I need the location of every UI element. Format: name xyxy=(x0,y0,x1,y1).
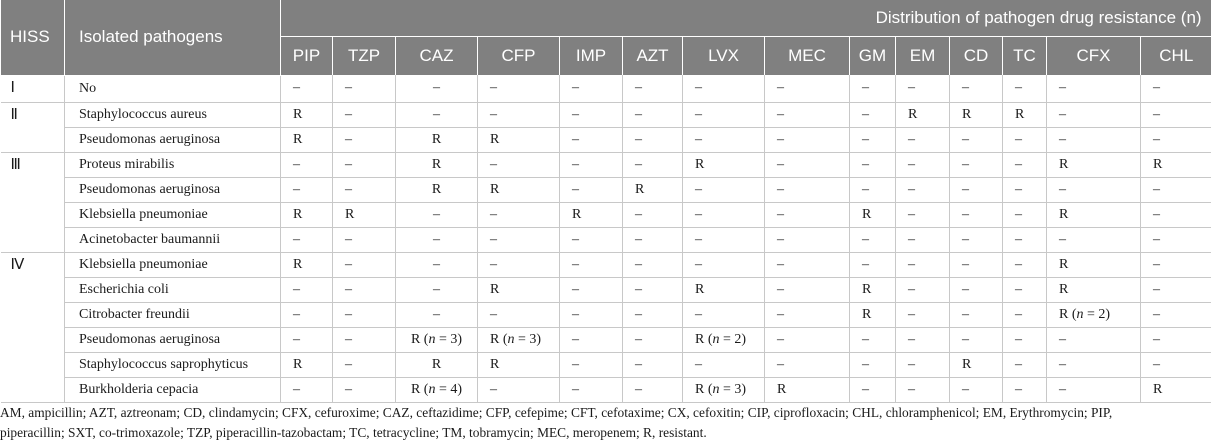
resistance-cell: – xyxy=(560,227,623,252)
resistance-cell: – xyxy=(850,377,896,402)
resistance-cell: – xyxy=(850,227,896,252)
pathogen-cell: Acinetobacter baumannii xyxy=(65,227,281,252)
resistance-cell: R xyxy=(396,177,478,202)
resistance-cell: – xyxy=(1141,227,1211,252)
resistance-cell: R xyxy=(1003,102,1047,127)
resistance-cell: – xyxy=(1003,75,1047,102)
resistance-cell: – xyxy=(396,102,478,127)
resistance-cell: – xyxy=(623,352,683,377)
resistance-cell: – xyxy=(281,302,333,327)
resistance-cell: – xyxy=(560,127,623,152)
distribution-header: Distribution of pathogen drug resistance (n) xyxy=(281,0,1211,37)
resistance-cell: – xyxy=(333,352,396,377)
table-row xyxy=(1,102,1211,127)
resistance-cell: – xyxy=(1047,352,1141,377)
resistance-cell: – xyxy=(765,177,850,202)
resistance-cell: – xyxy=(1141,127,1211,152)
resistance-cell: R xyxy=(281,102,333,127)
resistance-cell: – xyxy=(896,277,950,302)
resistance-cell: – xyxy=(683,127,765,152)
resistance-cell: – xyxy=(281,75,333,102)
hiss-grade-cell: Ⅲ xyxy=(1,152,65,252)
pathogen-cell: Klebsiella pneumoniae xyxy=(65,252,281,277)
resistance-cell: – xyxy=(560,352,623,377)
resistance-cell: – xyxy=(396,227,478,252)
resistance-cell: – xyxy=(683,352,765,377)
antibiotic-header-tzp: TZP xyxy=(333,37,396,76)
resistance-cell: R xyxy=(1047,202,1141,227)
resistance-cell: R xyxy=(683,152,765,177)
resistance-cell: – xyxy=(683,102,765,127)
resistance-cell: – xyxy=(1003,227,1047,252)
resistance-cell: – xyxy=(896,152,950,177)
resistance-cell: – xyxy=(560,177,623,202)
resistance-cell: – xyxy=(478,202,560,227)
resistance-cell: R xyxy=(560,202,623,227)
resistance-cell: – xyxy=(896,327,950,352)
resistance-cell: – xyxy=(396,277,478,302)
resistance-cell: – xyxy=(1003,302,1047,327)
resistance-cell: – xyxy=(950,377,1003,402)
resistance-cell: – xyxy=(683,302,765,327)
resistance-cell: R xyxy=(950,102,1003,127)
resistance-cell: R xyxy=(478,177,560,202)
resistance-cell: – xyxy=(896,377,950,402)
resistance-cell: – xyxy=(1141,177,1211,202)
resistance-cell: – xyxy=(281,177,333,202)
table-row xyxy=(1,277,1211,302)
hiss-grade-cell: Ⅱ xyxy=(1,102,65,152)
table-body xyxy=(1,75,1211,402)
resistance-cell: – xyxy=(1003,202,1047,227)
resistance-cell: – xyxy=(850,327,896,352)
resistance-cell: – xyxy=(478,227,560,252)
header-row-top xyxy=(1,0,1211,37)
resistance-cell: – xyxy=(623,227,683,252)
resistance-cell: – xyxy=(281,277,333,302)
resistance-cell: – xyxy=(560,152,623,177)
resistance-cell: – xyxy=(1141,352,1211,377)
resistance-cell: – xyxy=(623,127,683,152)
resistance-cell: – xyxy=(765,75,850,102)
resistance-cell: – xyxy=(560,75,623,102)
resistance-cell: – xyxy=(896,75,950,102)
resistance-cell: R xyxy=(850,302,896,327)
resistance-cell: – xyxy=(1003,152,1047,177)
resistance-cell: – xyxy=(765,202,850,227)
resistance-cell: – xyxy=(560,102,623,127)
resistance-cell: – xyxy=(850,177,896,202)
resistance-cell: – xyxy=(1047,227,1141,252)
resistance-cell: – xyxy=(1047,327,1141,352)
table-row xyxy=(1,327,1211,352)
resistance-cell: – xyxy=(850,75,896,102)
resistance-cell: – xyxy=(950,277,1003,302)
resistance-cell: R xyxy=(623,177,683,202)
resistance-cell: R (n = 3) xyxy=(396,327,478,352)
resistance-cell: – xyxy=(333,377,396,402)
resistance-cell: – xyxy=(478,252,560,277)
resistance-cell: – xyxy=(765,252,850,277)
resistance-cell: R xyxy=(478,277,560,302)
resistance-cell: – xyxy=(850,252,896,277)
antibiotic-header-mec: MEC xyxy=(765,37,850,76)
antibiotic-header-pip: PIP xyxy=(281,37,333,76)
antibiotic-header-lvx: LVX xyxy=(683,37,765,76)
resistance-cell: – xyxy=(281,227,333,252)
pathogen-cell: Klebsiella pneumoniae xyxy=(65,202,281,227)
resistance-cell: R xyxy=(765,377,850,402)
resistance-cell: R xyxy=(1141,152,1211,177)
table-row xyxy=(1,202,1211,227)
resistance-cell: – xyxy=(765,302,850,327)
resistance-cell: R xyxy=(1141,377,1211,402)
pathogen-cell: Burkholderia cepacia xyxy=(65,377,281,402)
resistance-cell: – xyxy=(1141,277,1211,302)
resistance-cell: – xyxy=(478,152,560,177)
resistance-cell: R xyxy=(950,352,1003,377)
resistance-cell: – xyxy=(683,177,765,202)
resistance-cell: R (n = 3) xyxy=(478,327,560,352)
resistance-cell: – xyxy=(896,177,950,202)
resistance-cell: – xyxy=(1141,252,1211,277)
table-row xyxy=(1,127,1211,152)
resistance-cell: – xyxy=(1141,302,1211,327)
table-row xyxy=(1,252,1211,277)
resistance-cell: – xyxy=(333,327,396,352)
resistance-cell: – xyxy=(765,152,850,177)
resistance-cell: R xyxy=(281,127,333,152)
resistance-cell: – xyxy=(281,327,333,352)
footnote xyxy=(0,403,1211,443)
resistance-cell: – xyxy=(1047,127,1141,152)
pathogen-cell: Citrobacter freundii xyxy=(65,302,281,327)
resistance-cell: – xyxy=(950,227,1003,252)
resistance-cell: – xyxy=(1003,252,1047,277)
resistance-cell: – xyxy=(850,152,896,177)
resistance-cell: – xyxy=(560,277,623,302)
resistance-cell: – xyxy=(478,75,560,102)
resistance-cell: – xyxy=(683,75,765,102)
footnote-line-1: AM, ampicillin; AZT, aztreonam; CD, clindamycin; CFX, cefuroxime; CAZ, ceftazidime; CFP, cefepime; CFT, cefotaxime; CX, cefoxitin; CIP, ciprofloxacin; CHL, chloramphenicol; EM, Erythromycin; PIP, xyxy=(0,405,1113,420)
resistance-cell: – xyxy=(950,75,1003,102)
resistance-cell: – xyxy=(850,102,896,127)
pathogen-cell: Pseudomonas aeruginosa xyxy=(65,327,281,352)
resistance-cell: – xyxy=(765,227,850,252)
antibiotic-header-tc: TC xyxy=(1003,37,1047,76)
antibiotic-header-cfp: CFP xyxy=(478,37,560,76)
resistance-cell: – xyxy=(333,102,396,127)
resistance-cell: – xyxy=(478,302,560,327)
resistance-cell: – xyxy=(623,302,683,327)
resistance-cell: R xyxy=(850,202,896,227)
antibiotic-header-chl: CHL xyxy=(1141,37,1211,76)
resistance-cell: – xyxy=(333,277,396,302)
resistance-cell: R (n = 3) xyxy=(683,377,765,402)
resistance-cell: R xyxy=(281,202,333,227)
resistance-cell: R (n = 2) xyxy=(683,327,765,352)
resistance-cell: – xyxy=(333,152,396,177)
resistance-cell: – xyxy=(1047,75,1141,102)
resistance-cell: R xyxy=(896,102,950,127)
pathogen-cell: No xyxy=(65,75,281,102)
pathogen-cell: Pseudomonas aeruginosa xyxy=(65,177,281,202)
resistance-cell: – xyxy=(623,75,683,102)
resistance-cell: – xyxy=(683,252,765,277)
pathogen-cell: Pseudomonas aeruginosa xyxy=(65,127,281,152)
antibiotic-header-imp: IMP xyxy=(560,37,623,76)
resistance-cell: R xyxy=(281,252,333,277)
antibiotic-header-cd: CD xyxy=(950,37,1003,76)
resistance-cell: – xyxy=(623,277,683,302)
resistance-cell: – xyxy=(560,327,623,352)
resistance-cell: R xyxy=(478,127,560,152)
resistance-cell: R xyxy=(850,277,896,302)
resistance-cell: – xyxy=(396,75,478,102)
footnote-line-2: piperacillin; SXT, co-trimoxazole; TZP, piperacillin-tazobactam; TC, tetracycline; TM, tobramycin; MEC, meropenem; R, resistant. xyxy=(0,425,707,440)
antibiotic-header-azt: AZT xyxy=(623,37,683,76)
resistance-cell: – xyxy=(1047,177,1141,202)
resistance-cell: – xyxy=(623,152,683,177)
resistance-cell: – xyxy=(1003,352,1047,377)
resistance-cell: – xyxy=(950,327,1003,352)
resistance-cell: R xyxy=(1047,252,1141,277)
resistance-cell: – xyxy=(683,227,765,252)
antibiotic-header-em: EM xyxy=(896,37,950,76)
resistance-cell: R (n = 2) xyxy=(1047,302,1141,327)
resistance-cell: R (n = 4) xyxy=(396,377,478,402)
pathogen-cell: Staphylococcus saprophyticus xyxy=(65,352,281,377)
resistance-cell: – xyxy=(333,75,396,102)
table-row xyxy=(1,352,1211,377)
resistance-cell: – xyxy=(281,152,333,177)
resistance-cell: – xyxy=(478,102,560,127)
resistance-cell: – xyxy=(765,102,850,127)
resistance-cell: R xyxy=(1047,152,1141,177)
resistance-cell: – xyxy=(1003,177,1047,202)
resistance-cell: – xyxy=(333,252,396,277)
pathogen-cell: Staphylococcus aureus xyxy=(65,102,281,127)
resistance-cell: R xyxy=(396,127,478,152)
resistance-cell: – xyxy=(333,227,396,252)
resistance-cell: – xyxy=(950,202,1003,227)
resistance-cell: R xyxy=(281,352,333,377)
resistance-cell: R xyxy=(333,202,396,227)
antibiotic-header-cfx: CFX xyxy=(1047,37,1141,76)
resistance-cell: – xyxy=(560,252,623,277)
table-row xyxy=(1,377,1211,402)
resistance-cell: – xyxy=(1003,277,1047,302)
hiss-grade-cell: Ⅳ xyxy=(1,252,65,402)
resistance-cell: – xyxy=(1047,102,1141,127)
resistance-cell: – xyxy=(765,352,850,377)
resistance-cell: – xyxy=(1141,202,1211,227)
resistance-cell: – xyxy=(896,252,950,277)
resistance-cell: R xyxy=(396,152,478,177)
resistance-cell: – xyxy=(950,252,1003,277)
resistance-cell: – xyxy=(850,352,896,377)
resistance-cell: – xyxy=(896,352,950,377)
table-row xyxy=(1,227,1211,252)
resistance-cell: – xyxy=(623,327,683,352)
pathogens-header: Isolated pathogens xyxy=(65,0,281,75)
table-row xyxy=(1,302,1211,327)
table-row xyxy=(1,75,1211,102)
resistance-cell: – xyxy=(950,302,1003,327)
resistance-cell: – xyxy=(623,252,683,277)
resistance-cell: – xyxy=(560,377,623,402)
resistance-cell: – xyxy=(560,302,623,327)
resistance-cell: – xyxy=(950,177,1003,202)
hiss-header: HISS xyxy=(1,0,65,75)
resistance-cell: – xyxy=(950,152,1003,177)
resistance-cell: – xyxy=(396,252,478,277)
resistance-cell: – xyxy=(478,377,560,402)
antibiotic-header-gm: GM xyxy=(850,37,896,76)
table-row xyxy=(1,177,1211,202)
resistance-cell: – xyxy=(950,127,1003,152)
resistance-cell: – xyxy=(333,302,396,327)
resistance-cell: – xyxy=(1141,102,1211,127)
resistance-cell: – xyxy=(765,277,850,302)
resistance-cell: – xyxy=(1141,75,1211,102)
resistance-cell: – xyxy=(1003,127,1047,152)
resistance-cell: – xyxy=(1141,327,1211,352)
table-row xyxy=(1,152,1211,177)
resistance-cell: R xyxy=(683,277,765,302)
resistance-cell: – xyxy=(896,227,950,252)
resistance-cell: – xyxy=(396,202,478,227)
resistance-cell: R xyxy=(478,352,560,377)
resistance-cell: – xyxy=(850,127,896,152)
resistance-cell: R xyxy=(1047,277,1141,302)
hiss-grade-cell: Ⅰ xyxy=(1,75,65,102)
resistance-cell: – xyxy=(1047,377,1141,402)
pathogen-cell: Proteus mirabilis xyxy=(65,152,281,177)
resistance-cell: – xyxy=(765,327,850,352)
resistance-cell: – xyxy=(333,177,396,202)
resistance-cell: R xyxy=(396,352,478,377)
resistance-cell: – xyxy=(623,102,683,127)
resistance-cell: – xyxy=(683,202,765,227)
resistance-cell: – xyxy=(281,377,333,402)
antibiotic-header-caz: CAZ xyxy=(396,37,478,76)
resistance-cell: – xyxy=(896,302,950,327)
resistance-cell: – xyxy=(396,302,478,327)
resistance-cell: – xyxy=(1003,377,1047,402)
resistance-cell: – xyxy=(896,127,950,152)
resistance-cell: – xyxy=(623,202,683,227)
resistance-cell: – xyxy=(623,377,683,402)
pathogen-cell: Escherichia coli xyxy=(65,277,281,302)
resistance-cell: – xyxy=(896,202,950,227)
resistance-cell: – xyxy=(333,127,396,152)
resistance-cell: – xyxy=(1003,327,1047,352)
resistance-cell: – xyxy=(765,127,850,152)
